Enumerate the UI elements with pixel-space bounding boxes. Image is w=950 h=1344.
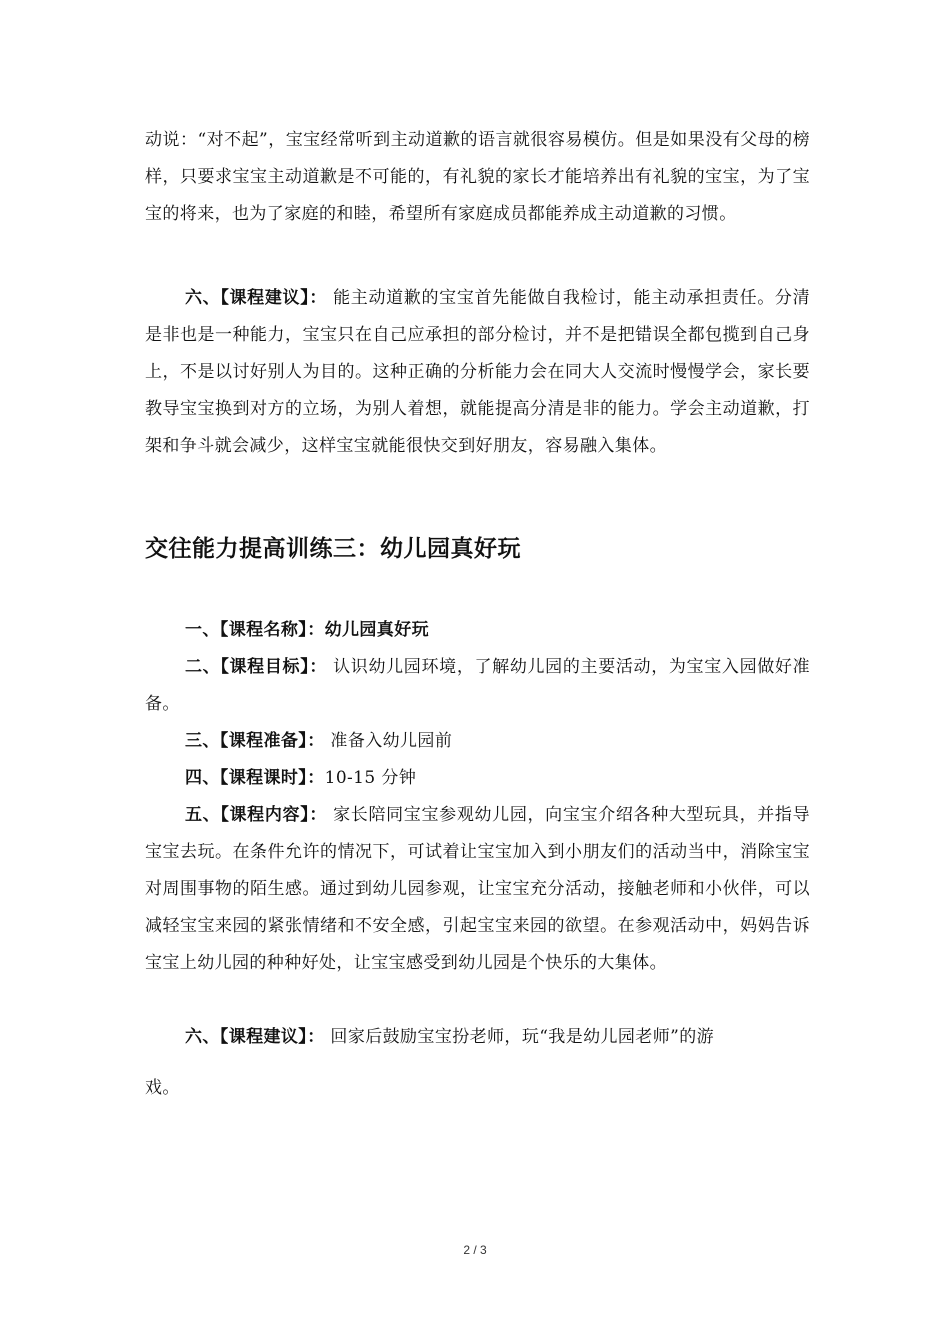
course-goal-text: 认识幼儿园环境，了解幼儿园的主要活动，为宝宝入园做好准备。 [145, 657, 810, 714]
course-time-label: 四、【课程课时】： [185, 768, 325, 788]
course-name [145, 612, 810, 649]
course-advice [145, 1019, 810, 1056]
course-duration [145, 760, 810, 797]
course-advice-label: 六、【课程建议】： [185, 1027, 325, 1047]
course-content-label: 五、【课程内容】： [185, 805, 328, 825]
continuation-text: 动说：“对不起”，宝宝经常听到主动道歉的语言就很容易模仿。但是如果没有父母的榜样，只要求宝宝主动道歉是不可能的，有礼貌的家长才能培养出有礼貌的宝宝，为了宝宝的将来，也为了家庭的和睦，希望所有家庭成员都能养成主动道歉的习惯。 [145, 130, 810, 224]
course-content-text: 家长陪同宝宝参观幼儿园，向宝宝介绍各种大型玩具，并指导宝宝去玩。在条件允许的情况下，可试着让宝宝加入到小朋友们的活动当中，消除宝宝对周围事物的陌生感。通过到幼儿园参观，让宝宝充分活动，接触老师和小伙伴，可以减轻宝宝来园的紧张情绪和不安全感，引起宝宝来园的欲望。在参观活动中，妈妈告诉宝宝上幼儿园的种种好处，让宝宝感受到幼儿园是个快乐的大集体。 [145, 805, 810, 973]
course-prep-text: 准备入幼儿园前 [324, 731, 453, 751]
section-five-continuation [145, 122, 810, 233]
section-heading: 交往能力提高训练三：幼儿园真好玩 [145, 536, 521, 562]
course-advice-text: 回家后鼓励宝宝扮老师，玩“我是幼儿园老师”的游 [324, 1027, 714, 1047]
course-preparation [145, 723, 810, 760]
advice-text: 能主动道歉的宝宝首先能做自我检讨，能主动承担责任。分清是非也是一种能力，宝宝只在自己应承担的部分检讨，并不是把错误全都包揽到自己身上，不是以讨好别人为目的。这种正确的分析能力会在同大人交流时慢慢学会，家长要教导宝宝换到对方的立场，为别人着想，就能提高分清是非的能力。学会主动道歉，打架和争斗就会减少，这样宝宝就能很快交到好朋友，容易融入集体。 [145, 288, 810, 456]
course-goal [145, 649, 810, 723]
course-time-text: 10-15 分钟 [324, 768, 417, 788]
course-advice-tail [145, 1070, 810, 1107]
advice-label: 六、【课程建议】： [185, 288, 328, 308]
course-prep-label: 三、【课程准备】： [185, 731, 325, 751]
course-content [145, 797, 810, 982]
course-name-value: 幼儿园真好玩 [324, 620, 430, 640]
course-advice-tail-text: 戏。 [145, 1078, 180, 1098]
page-number: 2 / 3 [463, 1243, 487, 1257]
course-name-label: 一、【课程名称】： [185, 620, 325, 640]
previous-course-advice [145, 280, 810, 465]
course-goal-label: 二、【课程目标】： [185, 657, 328, 677]
